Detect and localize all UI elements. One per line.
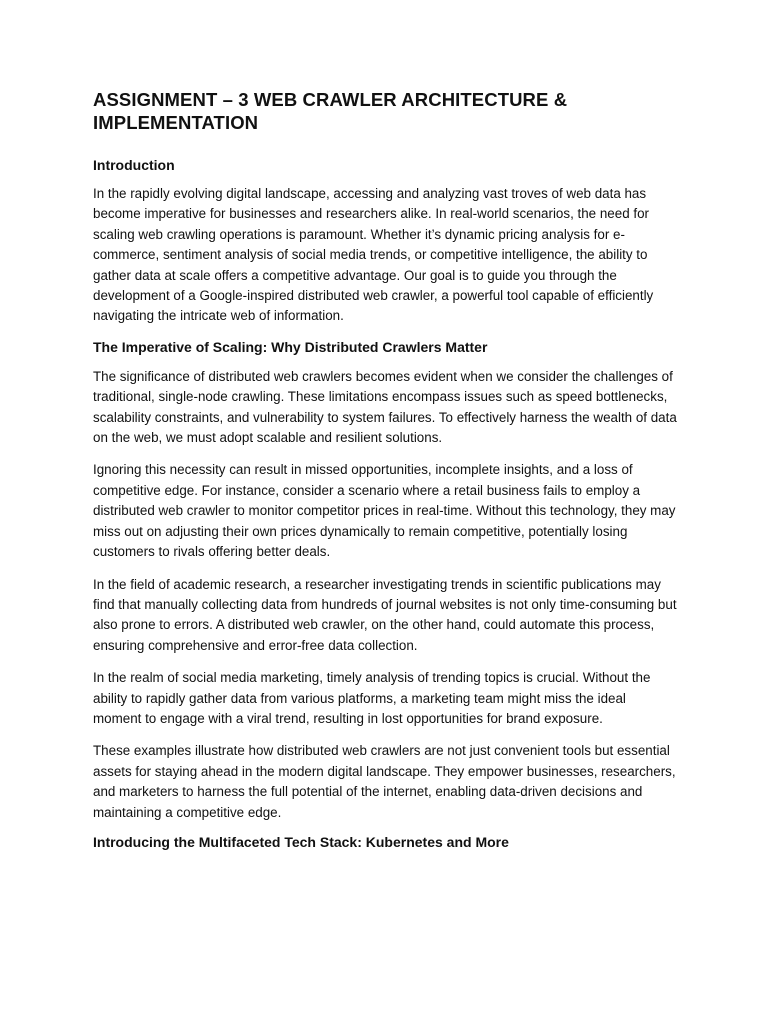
document-page xyxy=(93,88,677,862)
paragraph-ignoring-necessity: Ignoring this necessity can result in missed opportunities, incomplete insights, and a loss of competitive edge. For instance, consider a scenario where a retail business fails to employ a distributed web crawler to monitor competitor prices in real-time. Without this technology, they may miss out on adjusting their own prices dynamically to remain competitive, potentially losing customers to rivals offering better deals. xyxy=(93,462,676,560)
paragraph-introduction: In the rapidly evolving digital landscape, accessing and analyzing vast troves of web data has become imperative for businesses and researchers alike. In real-world scenarios, the need for scaling web crawling operations is paramount. Whether it’s dynamic pricing analysis for e-commerce, sentiment analysis of social media trends, or competitive intelligence, the ability to gather data at scale offers a competitive advantage. Our goal is to guide you through the development of a Google-inspired distributed web crawler, a powerful tool capable of efficiently navigating the intricate web of information. xyxy=(93,186,654,324)
paragraph-social-media: In the realm of social media marketing, timely analysis of trending topics is crucial. Without the ability to rapidly gather data from various platforms, a marketing team might miss the ideal moment to engage with a viral trend, resulting in lost opportunities for brand exposure. xyxy=(93,670,651,726)
paragraph-significance: The significance of distributed web crawlers becomes evident when we consider the challenges of traditional, single-node crawling. These limitations encompass issues such as speed bottlenecks, scalability constraints, and vulnerability to system failures. To effectively harness the wealth of data on the web, we must adopt scalable and resilient solutions. xyxy=(93,368,677,446)
document-title: ASSIGNMENT – 3 WEB CRAWLER ARCHITECTURE & IMPLEMENTATION xyxy=(93,89,568,133)
section-introduction xyxy=(93,155,677,327)
section-heading-tech-stack: Introducing the Multifaceted Tech Stack: Kubernetes and More xyxy=(93,833,509,850)
section-imperative-of-scaling xyxy=(93,337,677,823)
section-heading-introduction: Introduction xyxy=(93,157,175,173)
section-heading-imperative-of-scaling: The Imperative of Scaling: Why Distributed Crawlers Matter xyxy=(93,338,488,355)
section-tech-stack xyxy=(93,832,677,852)
paragraph-examples: These examples illustrate how distributed web crawlers are not just convenient tools but essential assets for staying ahead in the modern digital landscape. They empower businesses, researchers, and marketers to harness the full potential of the internet, enabling data-driven decisions and maintaining a competitive edge. xyxy=(93,743,676,820)
paragraph-academic-research: In the field of academic research, a researcher investigating trends in scientific publications may find that manually collecting data from hundreds of journal websites is not only time-consuming but also prone to errors. A distributed web crawler, on the other hand, could automate this process, ensuring comprehensive and error-free data collection. xyxy=(93,576,677,653)
